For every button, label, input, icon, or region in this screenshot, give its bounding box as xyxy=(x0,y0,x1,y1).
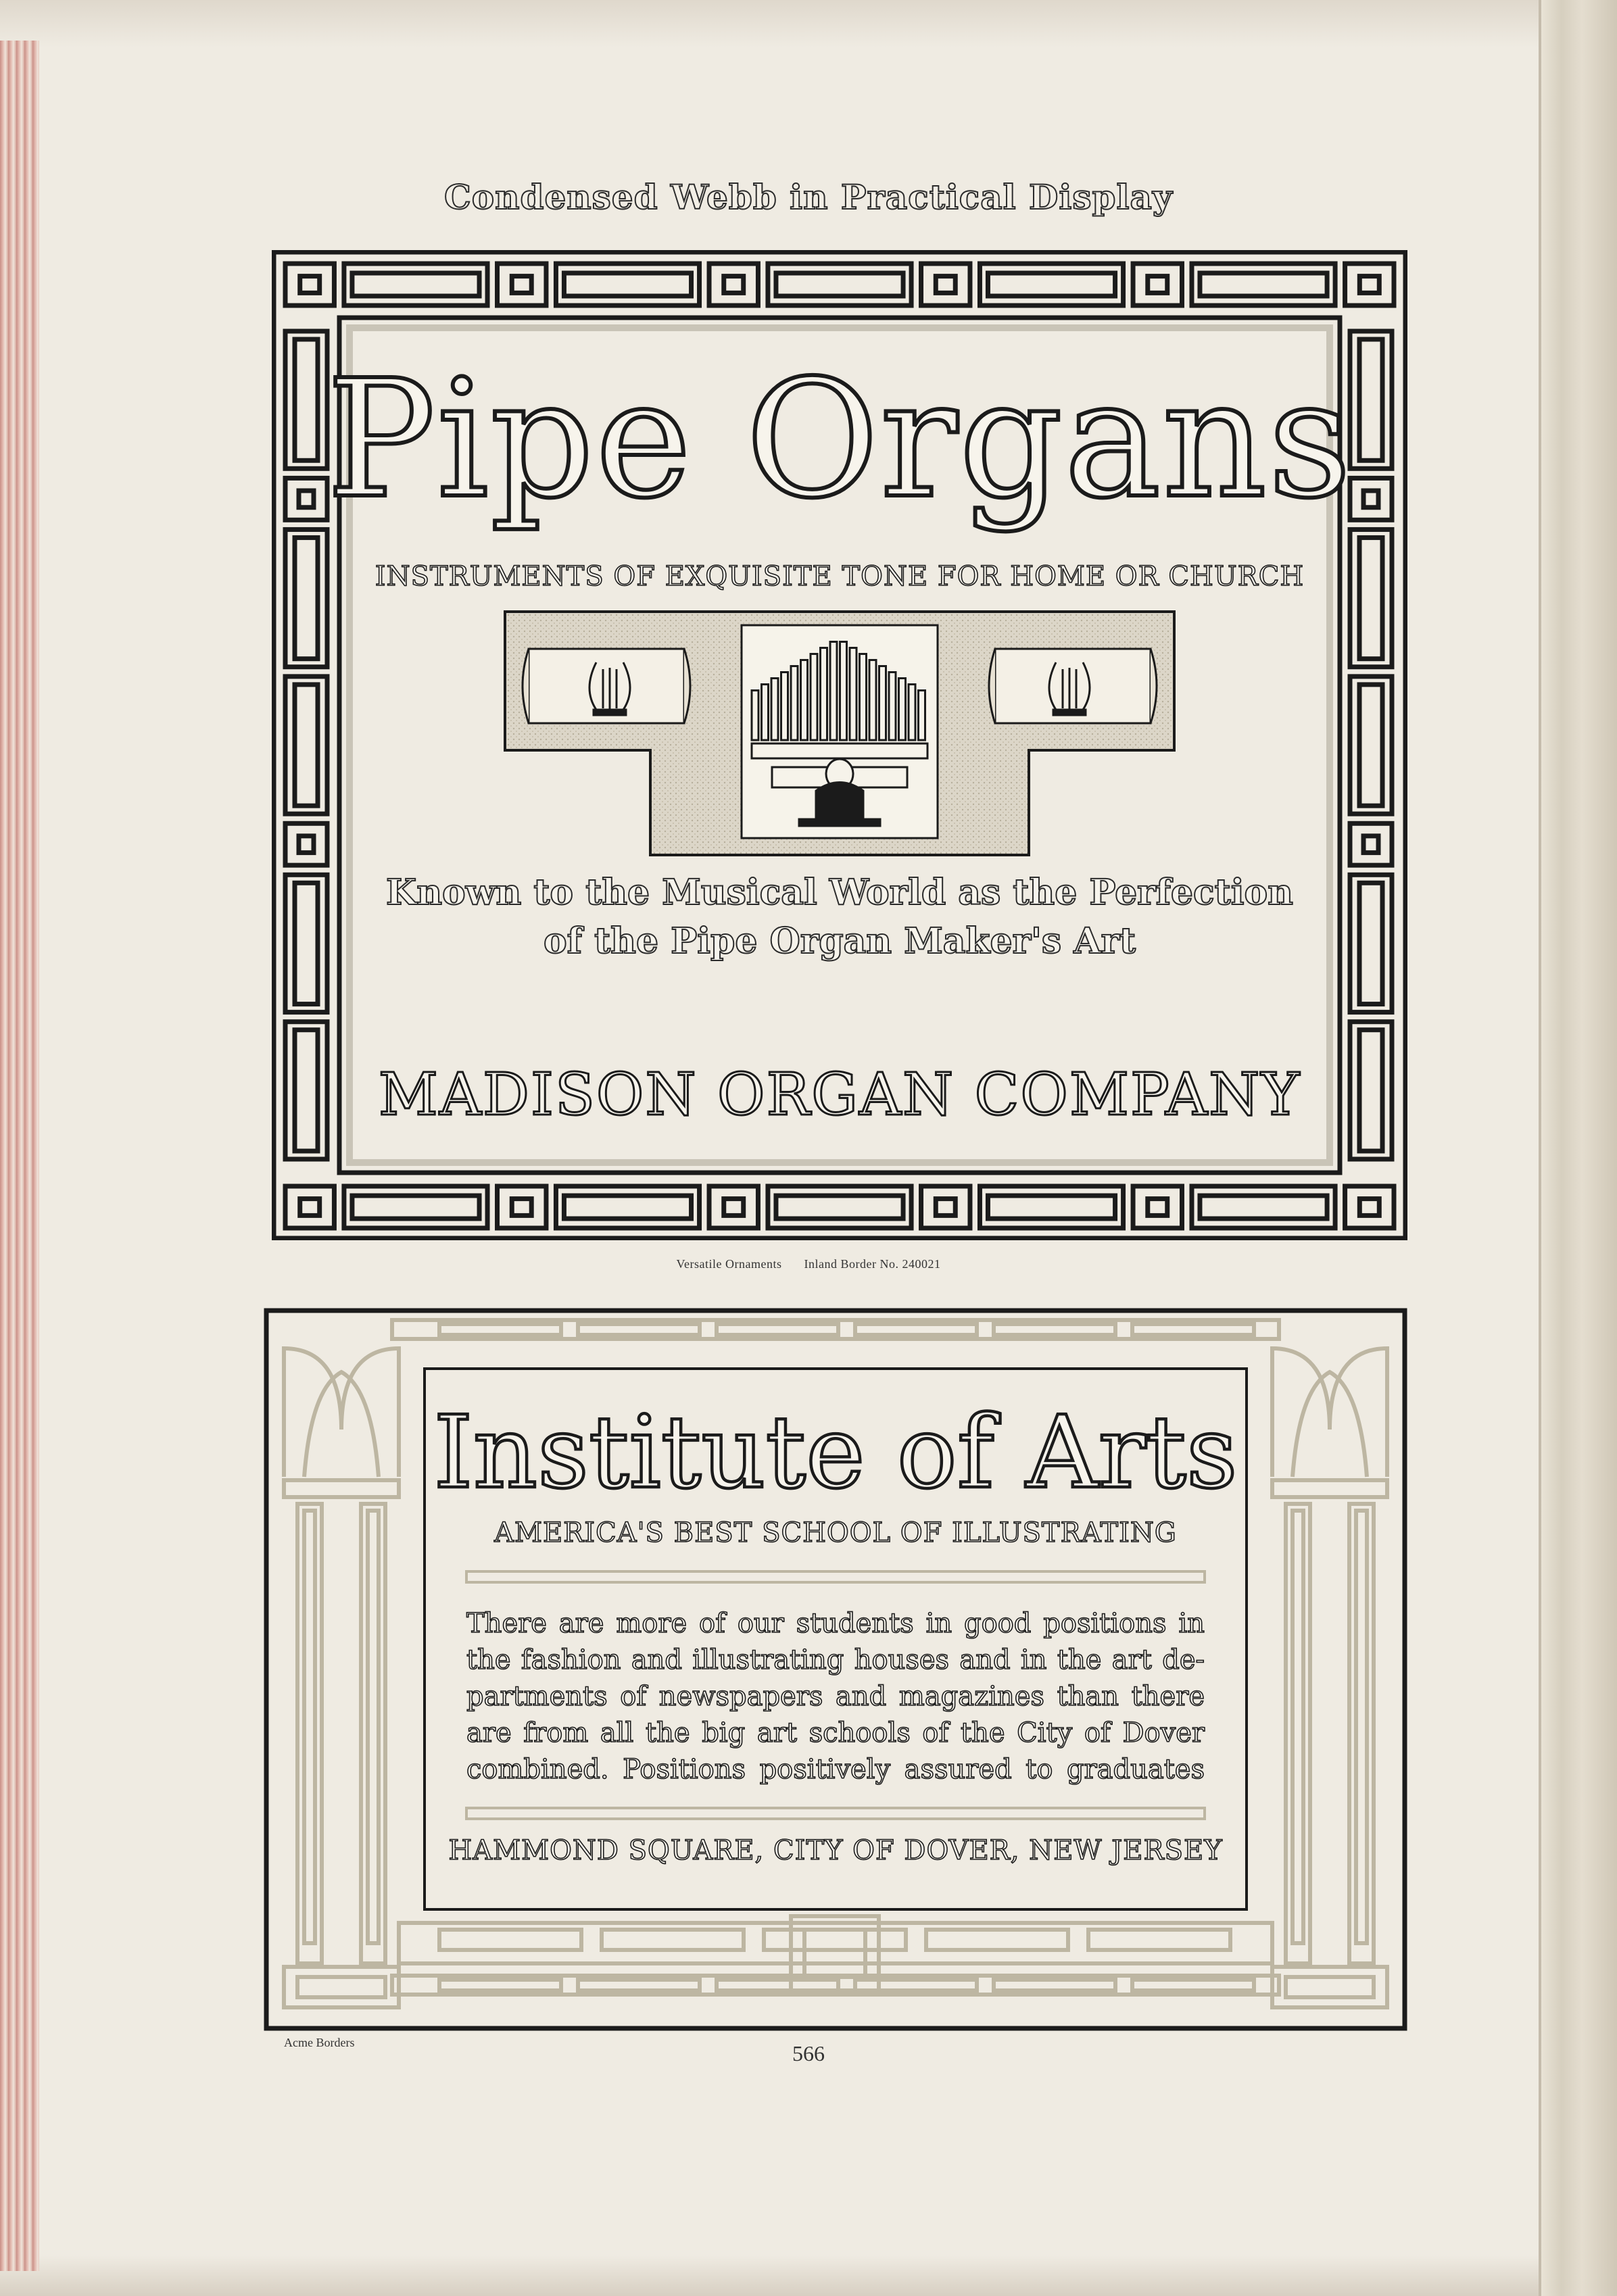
border-key-inner xyxy=(352,1196,479,1219)
organ-pipe xyxy=(752,691,758,741)
border-key xyxy=(921,1186,970,1228)
deco-column-inner xyxy=(368,1511,379,1943)
deco-rail-seg xyxy=(994,1980,1115,1990)
border-key xyxy=(1345,264,1394,306)
organ-pipe xyxy=(781,673,788,741)
caption-border-number: Inland Border No. 240021 xyxy=(804,1257,941,1271)
deco-base-inner xyxy=(297,1977,385,1997)
organ-pipe xyxy=(899,679,906,741)
body-line: partments of newspapers and magazines than there xyxy=(466,1681,1205,1712)
body-line: are from all the big art schools of the City of Dover xyxy=(466,1717,1205,1749)
deco-rail-seg xyxy=(1088,1930,1230,1950)
company-name: MADISON ORGAN COMPANY xyxy=(378,1061,1301,1129)
tagline-line-2: of the Pipe Organ Maker's Art xyxy=(543,921,1136,962)
organ-pipe xyxy=(909,685,915,741)
border-key xyxy=(980,264,1123,306)
border-key-inner xyxy=(1359,685,1382,806)
deco-rail-seg xyxy=(926,1930,1068,1950)
border-key-inner xyxy=(352,273,479,296)
organ-pipes xyxy=(742,625,938,838)
border-key-inner xyxy=(1148,276,1167,293)
ad-address: HAMMOND SQUARE, CITY OF DOVER, NEW JERSEY xyxy=(448,1835,1223,1866)
organ-pipe xyxy=(830,642,837,741)
ad-title: Pipe Organs xyxy=(326,345,1353,534)
border-key-inner xyxy=(1359,276,1379,293)
organ-pipe xyxy=(762,685,769,741)
organ-pipe xyxy=(840,642,847,741)
ad-body xyxy=(466,1605,1205,1788)
border-key-inner xyxy=(1359,537,1382,658)
organ-pipe xyxy=(821,648,827,741)
deco-rail-seg xyxy=(855,1324,977,1335)
page-top-shadow xyxy=(0,0,1617,47)
deco-rail-seg xyxy=(764,1930,906,1950)
body-line: combined. Positions positively assured to graduates xyxy=(466,1754,1205,1785)
border-key xyxy=(285,823,327,865)
border-key xyxy=(1192,264,1335,306)
border-key xyxy=(1192,1186,1335,1228)
border-key xyxy=(1133,1186,1182,1228)
ad-title: Institute of Arts xyxy=(433,1394,1238,1511)
organ-pipe xyxy=(869,660,876,741)
tagline-line-1: Known to the Musical World as the Perfection xyxy=(386,872,1293,913)
deco-rail-seg xyxy=(578,1980,700,1990)
deco-rail-seg xyxy=(439,1980,561,1990)
border-key xyxy=(709,1186,758,1228)
deco-rail-seg xyxy=(439,1930,581,1950)
border-key-inner xyxy=(295,685,318,806)
separator-rule xyxy=(466,1808,1205,1819)
body-line: the fashion and illustrating houses and in the art de- xyxy=(466,1644,1205,1676)
border-key xyxy=(1345,1186,1394,1228)
page-edges-right xyxy=(1541,0,1617,2296)
organ-pipe xyxy=(850,648,856,741)
institute-of-arts-ad xyxy=(264,1308,1407,2031)
deco-rail-seg xyxy=(439,1324,561,1335)
border-key xyxy=(768,1186,911,1228)
border-key-inner xyxy=(564,1196,691,1219)
border-key-inner xyxy=(299,836,314,853)
deco-column xyxy=(297,1504,322,1963)
border-key xyxy=(498,1186,546,1228)
deco-base xyxy=(284,1967,399,2007)
border-key-inner xyxy=(1363,836,1378,853)
lyre-scroll-right xyxy=(989,649,1157,723)
deco-rail-seg xyxy=(578,1324,700,1335)
deco-column xyxy=(1349,1504,1374,1963)
border-key-inner xyxy=(776,273,903,296)
border-key-inner xyxy=(988,1196,1115,1219)
border-key-inner xyxy=(512,276,531,293)
deco-rail-seg xyxy=(717,1324,838,1335)
border-key xyxy=(344,1186,487,1228)
page-fold-line xyxy=(1539,0,1541,2296)
border-key-inner xyxy=(1148,1199,1167,1216)
border-key-inner xyxy=(564,273,691,296)
deco-column xyxy=(1286,1504,1310,1963)
deco-column-inner xyxy=(1356,1511,1367,1943)
deco-column-inner xyxy=(1293,1511,1303,1943)
deco-rail-seg xyxy=(994,1324,1115,1335)
border-key xyxy=(556,264,699,306)
border-key-inner xyxy=(1200,1196,1327,1219)
border-key-inner xyxy=(512,1199,531,1216)
page-heading: Condensed Webb in Practical Display xyxy=(444,177,1173,217)
organ-pipe xyxy=(801,660,808,741)
border-key xyxy=(556,1186,699,1228)
deco-column-inner xyxy=(304,1511,315,1943)
deco-rail-seg xyxy=(1132,1980,1254,1990)
border-key-inner xyxy=(936,1199,955,1216)
border-key xyxy=(768,264,911,306)
ad-subtitle: INSTRUMENTS OF EXQUISITE TONE FOR HOME OR CHURCH xyxy=(375,561,1305,592)
border-key-inner xyxy=(300,276,320,293)
border-key xyxy=(980,1186,1123,1228)
page-number: 566 xyxy=(792,2041,825,2066)
border-key xyxy=(1350,677,1392,814)
border-key-inner xyxy=(1359,1199,1379,1216)
border-key-inner xyxy=(300,1199,320,1216)
border-key xyxy=(285,264,334,306)
organ-illustration xyxy=(502,608,1178,858)
border-key-inner xyxy=(936,276,955,293)
body-line: There are more of our students in good positions in xyxy=(466,1608,1205,1639)
border-key-inner xyxy=(988,273,1115,296)
border-caption xyxy=(0,1257,1617,1271)
deco-base-inner xyxy=(1286,1977,1374,1997)
border-key xyxy=(285,1186,334,1228)
deco-center-inner xyxy=(804,1930,865,1977)
deco-base xyxy=(1272,1967,1387,2007)
deco-column xyxy=(361,1504,385,1963)
border-key xyxy=(921,264,970,306)
border-key-inner xyxy=(1200,273,1327,296)
acme-caption: Acme Borders xyxy=(284,2036,355,2049)
border-key xyxy=(709,264,758,306)
lyre-scroll-left xyxy=(523,649,690,723)
border-key xyxy=(1350,823,1392,865)
organ-pipe xyxy=(791,666,798,741)
border-key-inner xyxy=(724,276,744,293)
page-edges-left xyxy=(0,41,39,2271)
pipe-organs-ad xyxy=(272,250,1407,1240)
organ-pipe xyxy=(919,691,925,741)
organ-pipe xyxy=(771,679,778,741)
organ-pipe xyxy=(860,654,867,741)
border-key xyxy=(344,264,487,306)
deco-rail-seg xyxy=(602,1930,744,1950)
page-bottom-shadow xyxy=(0,2255,1617,2296)
organ-pipe xyxy=(879,666,886,741)
caption-ornaments: Versatile Ornaments xyxy=(676,1257,782,1271)
border-key-inner xyxy=(724,1199,744,1216)
separator-rule xyxy=(466,1571,1205,1582)
border-key-inner xyxy=(295,537,318,658)
border-key xyxy=(498,264,546,306)
border-key xyxy=(285,529,327,666)
border-key xyxy=(1133,264,1182,306)
border-key-inner xyxy=(776,1196,903,1219)
border-key xyxy=(285,677,327,814)
deco-rail-seg xyxy=(1132,1324,1254,1335)
organ-pipe xyxy=(811,654,817,741)
ad-subtitle: AMERICA'S BEST SCHOOL OF ILLUSTRATING xyxy=(494,1517,1177,1548)
organ-pipe xyxy=(889,673,896,741)
border-key xyxy=(1350,529,1392,666)
